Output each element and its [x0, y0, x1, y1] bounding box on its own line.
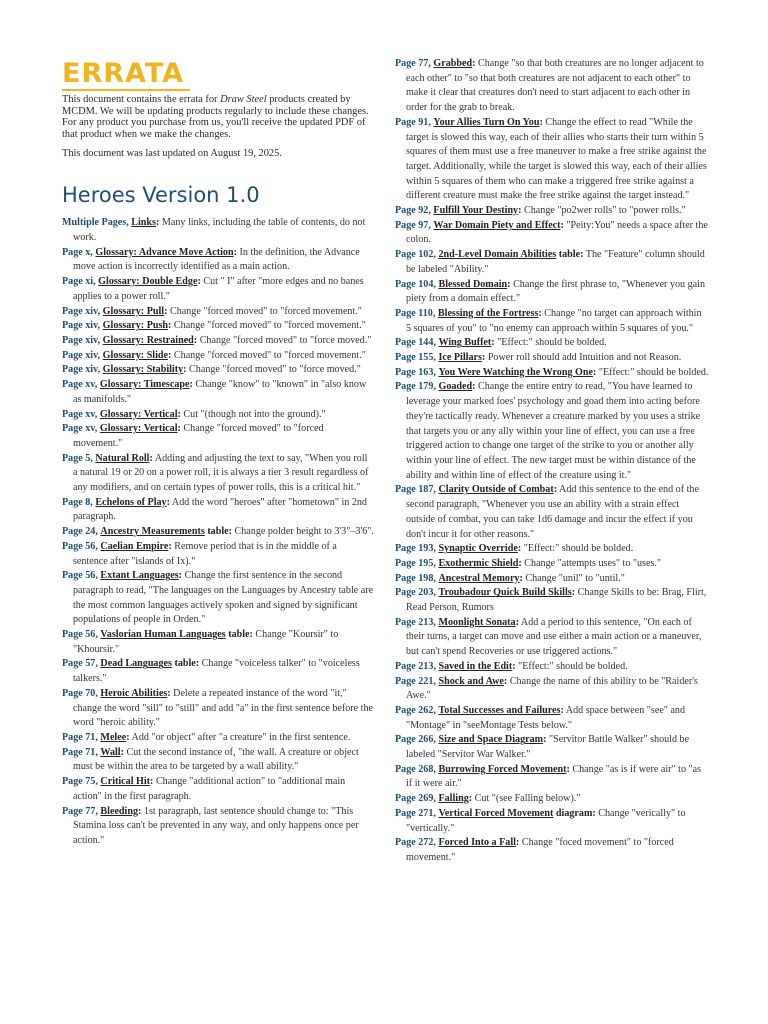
- errata-entry: [395, 483, 709, 542]
- errata-entry: [395, 116, 709, 204]
- entry-description: "Effect:" should be bolded.: [515, 660, 628, 672]
- entry-description: Change "forced moved" to "forced movement.": [167, 305, 362, 317]
- section-title: Heroes Version 1.0: [62, 183, 260, 208]
- left-errata-list: [62, 216, 374, 848]
- entry-reference-suffix: table:: [204, 526, 232, 538]
- errata-entry: [395, 351, 709, 366]
- entry-reference-link[interactable]: Glossary: Slide: [102, 349, 169, 361]
- entry-reference-link[interactable]: Ancestral Memory: [438, 572, 520, 584]
- intro-product: Draw Steel: [220, 94, 267, 105]
- errata-entry: [62, 775, 374, 804]
- entry-description: Change "unil" to "until.": [522, 572, 625, 584]
- entry-page: Page 187,: [395, 484, 436, 496]
- entry-description: 1st paragraph, last sentence should change to: "This Stamina loss can't be prevented in any way, and only happens once per action.": [73, 805, 359, 846]
- errata-entry: [395, 380, 709, 483]
- entry-description: Cut the second instance of, "the wall. A creature or object must be within the area to be targeted by a wall ability.": [73, 746, 359, 773]
- entry-reference-suffix: :: [566, 763, 570, 775]
- entry-description: Change "voiceless talker" to "voiceless talkers.": [73, 658, 360, 685]
- errata-entry: [62, 275, 374, 304]
- entry-page: Page 5,: [62, 452, 93, 464]
- errata-entry: [395, 763, 709, 792]
- entry-reference-suffix: :: [491, 337, 495, 349]
- entry-description: Change "po2wer rolls" to "power rolls.": [521, 205, 686, 217]
- entry-reference-suffix: :: [468, 793, 473, 805]
- errata-entry: [395, 366, 709, 381]
- entry-reference-link[interactable]: Size and Space Diagram: [438, 734, 544, 746]
- errata-entry: [395, 557, 709, 572]
- entry-reference-link[interactable]: Your Allies Turn On You: [433, 116, 540, 128]
- entry-page: Page 163,: [395, 366, 436, 378]
- entry-description: Change "Koursir" to "Khoursir.": [73, 629, 339, 655]
- entry-description: Change "no target can approach within 5 squares of you" to "no enemy can approach within 5 squares of you.": [406, 307, 702, 334]
- entry-description: Add a period to this sentence, "On each of their turns, a target can move and use either a main action or a maneuver, but can't spend Recoveries or use triggered actions.": [406, 616, 702, 658]
- errata-entry: [395, 572, 709, 587]
- errata-entry: [62, 378, 374, 407]
- errata-entry: [395, 836, 709, 865]
- entry-description: Change the effect to read "While the target is slowed this way, each of their allies who starts their turn within 5 squares of them must use a free maneuver to make a free strike against the target. Additionally, while the target is slowed this way, each of their allies within 5 squares of them who can make a triggered free strike against a different creature must make the free strike against the target instead.": [406, 116, 707, 202]
- entry-reference-link[interactable]: Grabbed: [433, 58, 473, 69]
- page-title: ERRATA: [62, 58, 185, 89]
- entry-reference-link[interactable]: War Domain Piety and Effect: [433, 219, 561, 231]
- errata-entry: [395, 807, 709, 836]
- entry-reference-suffix: :: [507, 278, 511, 290]
- entry-reference-link[interactable]: Ancestry Measurements: [100, 526, 205, 538]
- entry-reference-suffix: :: [189, 379, 193, 391]
- entry-reference-link[interactable]: Fulfill Your Destiny: [433, 205, 519, 217]
- entry-page: Page xv,: [62, 379, 98, 391]
- entry-reference-suffix: :: [481, 352, 486, 364]
- entry-description: Remove period that is in the middle of a sentence after "islands of Ix).": [73, 540, 337, 567]
- entry-reference-suffix: :: [197, 276, 201, 288]
- entry-reference-suffix: :: [168, 540, 172, 552]
- intro-after: products created by MCDM. We will be updating products regularly to include these changes. For any product you purchase from us, you'll receive the updated PDF of that product when we make the changes.: [62, 94, 369, 140]
- entry-page: Page 57,: [62, 658, 98, 670]
- entry-reference-suffix: diagram:: [553, 807, 596, 819]
- entry-page: Page 91,: [395, 116, 431, 128]
- errata-entry: [62, 319, 374, 334]
- entry-reference-suffix: :: [167, 687, 171, 699]
- entry-page: Page 24,: [62, 526, 98, 538]
- entry-reference-suffix: :: [515, 837, 520, 849]
- entry-reference-link[interactable]: Bleeding: [100, 805, 138, 817]
- entry-reference-link[interactable]: Total Successes and Failures: [438, 704, 561, 716]
- entry-reference-suffix: :: [503, 675, 508, 687]
- entry-description: Adding and adjusting the text to say, "When you roll a natural 19 or 20 on a power roll, it is always a tier 3 result regardless of any modifiers, and on certain types of power rolls, this is a critical hit.": [73, 452, 369, 494]
- left-column: [62, 60, 374, 849]
- entry-description: Many links, including the table of contents, do not work.: [73, 217, 366, 244]
- entry-page: Page 110,: [395, 307, 436, 319]
- entry-page: Page 262,: [395, 704, 436, 716]
- entry-description: "Effect:" should be bolded.: [596, 366, 709, 378]
- entry-reference-link[interactable]: Glossary: Timescape: [99, 379, 190, 391]
- entry-reference-suffix: :: [472, 58, 476, 69]
- entry-reference-suffix: :: [515, 616, 519, 628]
- entry-description: In the definition, the Advance move action is incorrectly identified as a main action.: [73, 246, 360, 273]
- entry-reference-suffix: :: [519, 572, 523, 584]
- entry-page: Page 97,: [395, 219, 431, 231]
- errata-entry: [62, 731, 374, 746]
- intro-before: This document contains the errata for: [62, 94, 221, 105]
- entry-description: "Peity:You" needs a space after the colon.: [406, 219, 708, 246]
- entry-reference-link[interactable]: Glossary: Pull: [102, 305, 165, 317]
- entry-page: Page 266,: [395, 734, 436, 746]
- entry-page: Page 271,: [395, 807, 436, 819]
- entry-description: Cut "(see Falling below).": [472, 793, 581, 805]
- entry-description: Change "verically" to "vertically.": [406, 807, 686, 834]
- entry-reference-suffix: :: [164, 305, 168, 317]
- entry-description: Change the first phrase to, "Whenever you gain piety from a domain effect.": [406, 278, 705, 305]
- entry-description: Cut " I" after "more edges and no banes applies to a power roll.": [73, 276, 364, 302]
- entry-description: Change "additional action" to "additional main action" in the first paragraph.: [73, 776, 346, 802]
- entry-reference-suffix: :: [120, 746, 124, 758]
- entry-reference-link[interactable]: Glossary: Advance Move Action: [95, 246, 234, 258]
- entry-description: "Servitor Battle Walker" should be labeled "Servitor War Walker.": [406, 734, 690, 761]
- errata-entry: [395, 675, 709, 704]
- entry-page: Page 195,: [395, 557, 436, 569]
- errata-entry: [62, 569, 374, 628]
- entry-reference-link[interactable]: Goaded: [438, 381, 473, 393]
- errata-entry: [62, 657, 374, 686]
- entry-page: Page xiv,: [62, 305, 101, 317]
- errata-entry: [395, 57, 709, 116]
- entry-reference-link[interactable]: Forced Into a Fall: [438, 837, 516, 849]
- entry-reference-suffix: :: [177, 408, 181, 420]
- entry-reference-link[interactable]: Saved in the Edit: [438, 660, 513, 672]
- entry-reference-link[interactable]: Glossary: Vertical: [99, 408, 178, 420]
- entry-reference-suffix: :: [183, 364, 187, 376]
- right-column: [395, 57, 709, 866]
- entry-description: Add the word "heroes" after "hometown" in 2nd paragraph.: [73, 496, 367, 523]
- entry-description: Add this sentence to the end of the second paragraph, "Whenever you use an ability with a strain effect outside of combat, you can take 1d6 damage and incur the effect if you don't incur it for other reasons.": [406, 484, 699, 540]
- errata-entry: [62, 540, 374, 569]
- entry-description: Change the name of this ability to be "Raider's Awe.": [406, 675, 698, 702]
- entry-page: Page xiv,: [62, 364, 101, 376]
- entry-description: Change polder height to 3'3"–3'6".: [232, 526, 374, 538]
- entry-page: Page 203,: [395, 587, 436, 599]
- entry-page: Page x,: [62, 246, 93, 258]
- entry-reference-suffix: :: [543, 734, 547, 746]
- entry-page: Page 77,: [62, 805, 98, 817]
- entry-reference-suffix: table:: [171, 658, 200, 670]
- entry-page: Page 56,: [62, 629, 98, 641]
- entry-reference-suffix: :: [539, 116, 543, 128]
- entry-reference-suffix: :: [177, 423, 181, 435]
- entry-description: Change "forced moved" to "forced movement.": [171, 320, 366, 332]
- entry-description: "Effect:" should be bolded.: [494, 337, 607, 349]
- errata-entry: [395, 336, 709, 351]
- entry-description: Change "forced moved" to "force moved.": [197, 335, 372, 346]
- entry-reference-link[interactable]: Blessed Domain: [438, 278, 508, 290]
- entry-page: Page 269,: [395, 793, 436, 805]
- entry-reference-suffix: :: [560, 704, 564, 716]
- entry-reference-suffix: :: [178, 570, 183, 582]
- errata-entry: [395, 586, 709, 615]
- entry-reference-link[interactable]: Glossary: Double Edge: [98, 276, 198, 288]
- entry-reference-link[interactable]: Moonlight Sonata: [438, 616, 516, 628]
- errata-entry: [395, 616, 709, 660]
- entry-page: Page 213,: [395, 616, 436, 628]
- entry-reference-link[interactable]: Wall: [100, 746, 121, 758]
- entry-description: Change "know" to "known" in "also know as manifolds.": [73, 379, 367, 405]
- entry-reference-suffix: :: [592, 366, 597, 378]
- entry-page: Page 221,: [395, 675, 436, 687]
- errata-entry: [395, 219, 709, 248]
- entry-page: Page 92,: [395, 205, 431, 217]
- entry-description: Change "forced moved" to "forced movement.": [73, 423, 324, 449]
- entry-page: Page 70,: [62, 687, 98, 699]
- entry-page: Page xiv,: [62, 349, 101, 361]
- entry-reference-link[interactable]: You Were Watching the Wrong One: [438, 366, 593, 378]
- entry-reference-link[interactable]: Vertical Forced Movement: [438, 807, 554, 819]
- entry-reference-link[interactable]: Shock and Awe: [438, 675, 504, 687]
- entry-reference-suffix: :: [472, 381, 476, 393]
- errata-entry: [62, 452, 374, 496]
- entry-page: Page 75,: [62, 776, 98, 788]
- errata-entry: [62, 746, 374, 775]
- entry-description: Add "or object" after "a creature" in the first sentence.: [129, 731, 351, 743]
- errata-entry: [62, 805, 374, 849]
- entry-page: Page 272,: [395, 837, 436, 849]
- entry-reference-suffix: :: [512, 660, 516, 672]
- entry-description: Add space between "see" and "Montage" in "seeMontage Tests below.": [406, 704, 686, 731]
- entry-reference-link[interactable]: Dead Languages: [100, 658, 172, 670]
- errata-entry: [395, 660, 709, 675]
- entry-page: Page 193,: [395, 543, 436, 555]
- entry-reference-link[interactable]: Echelons of Play: [95, 496, 167, 508]
- entry-page: Page 77,: [395, 58, 431, 69]
- entry-page: Page xv,: [62, 423, 98, 435]
- entry-description: The "Feature" column should be labeled "Ability.": [406, 249, 705, 275]
- entry-reference-suffix: :: [150, 776, 154, 788]
- entry-page: Page xi,: [62, 276, 96, 288]
- errata-entry: [395, 704, 709, 733]
- entry-reference-link[interactable]: Burrowing Forced Movement: [438, 763, 567, 775]
- errata-entry: [395, 792, 709, 807]
- entry-reference-suffix: table:: [225, 629, 253, 641]
- entry-reference-link[interactable]: Synaptic Override: [438, 543, 518, 555]
- entry-reference-link[interactable]: Falling: [438, 793, 469, 805]
- entry-reference-suffix: :: [538, 307, 542, 319]
- entry-page: Page 144,: [395, 337, 436, 349]
- errata-entry: [62, 349, 374, 364]
- errata-entry: [62, 363, 374, 378]
- entry-reference-link[interactable]: Exothermic Shield: [438, 557, 519, 569]
- entry-reference-link[interactable]: Caelian Empire: [100, 540, 169, 552]
- entry-description: Change the entire entry to read, "You have learned to leverage your marked foes' psychology and goad them into acting before they're tactically ready. Whenever a creature marked by you uses a strike that targets you or any ally within your line of effect, you can use a free triggered action to change one target of the strike to you or another ally within your line of effect. The new target must be within distance of the ability and within line of effect of the creature using it.": [406, 381, 701, 481]
- errata-entry: [395, 278, 709, 307]
- entry-description: Change "foced movement" to "forced movement.": [406, 837, 674, 863]
- entry-reference-link[interactable]: Blessing of the Fortress: [437, 307, 539, 319]
- entry-page: Page 179,: [395, 381, 436, 393]
- entry-reference-suffix: :: [168, 320, 172, 332]
- entry-reference-suffix: :: [553, 484, 558, 496]
- errata-entry: [62, 525, 374, 540]
- errata-entry: [62, 334, 374, 349]
- entry-page: Page xiv,: [62, 335, 101, 346]
- entry-page: Page 71,: [62, 731, 98, 743]
- entry-reference-link[interactable]: Natural Roll: [95, 452, 150, 464]
- entry-reference-suffix: :: [166, 496, 170, 508]
- entry-reference-suffix: :: [193, 335, 198, 346]
- entry-page: Page xiv,: [62, 320, 101, 332]
- entry-description: Cut "(though not into the ground).": [180, 408, 326, 420]
- entry-reference-suffix: :: [168, 349, 172, 361]
- entry-description: Change "attempts uses" to "uses.": [521, 557, 662, 569]
- entry-description: Change "forced moved" to "force moved.": [186, 364, 361, 376]
- entry-page: Page 104,: [395, 278, 436, 290]
- entry-reference-suffix: :: [517, 543, 522, 555]
- entry-reference-suffix: :: [138, 805, 142, 817]
- entry-reference-link[interactable]: Glossary: Push: [102, 320, 169, 332]
- entry-reference-suffix: :: [518, 557, 522, 569]
- entry-reference-suffix: :: [155, 217, 160, 229]
- entry-description: Change "forced moved" to "forced movement.": [171, 349, 366, 361]
- errata-entry: [62, 628, 374, 657]
- entry-reference-link[interactable]: Troubadour Quick Build Skills: [438, 587, 572, 599]
- title-underline: [62, 89, 190, 91]
- last-updated: This document was last updated on August 19, 2025.: [62, 148, 282, 160]
- entry-description: Change "so that both creatures are no longer adjacent to each other" to "so that both creatures are not adjacent to each other" to make it clear that creatures don't need to start adjacent to each other in order for the grab to break.: [406, 58, 704, 114]
- entry-page: Page 56,: [62, 540, 98, 552]
- entry-reference-link[interactable]: Links: [131, 217, 156, 229]
- errata-entry: [62, 408, 374, 423]
- entry-reference-suffix: table:: [556, 249, 584, 261]
- entry-description: Change the first sentence in the second paragraph to read, "The languages on the Languages by Ancestry table are the most common languages actively spoken and signed by significant populations of people in Orden.": [73, 570, 374, 626]
- entry-description: Power roll should add Intuition and not Reason.: [485, 352, 682, 364]
- errata-entry: [62, 216, 374, 245]
- entry-page: Page 155,: [395, 352, 436, 364]
- errata-entry: [62, 496, 374, 525]
- entry-page: Page 8,: [62, 496, 93, 508]
- errata-entry: [395, 204, 709, 219]
- entry-reference-suffix: :: [518, 205, 522, 217]
- entry-reference-link[interactable]: Clarity Outside of Combat: [438, 484, 554, 496]
- errata-entry: [395, 542, 709, 557]
- entry-reference-link[interactable]: Heroic Abilities: [100, 687, 168, 699]
- entry-page: Page 268,: [395, 763, 436, 775]
- errata-entry: [395, 733, 709, 762]
- entry-reference-link[interactable]: Glossary: Restrained: [102, 335, 194, 346]
- entry-reference-suffix: :: [560, 219, 564, 231]
- entry-page: Page 198,: [395, 572, 436, 584]
- entry-reference-suffix: :: [149, 452, 153, 464]
- entry-page: Page xv,: [62, 408, 98, 420]
- entry-page: Page 71,: [62, 746, 98, 758]
- errata-entry: [395, 248, 709, 277]
- entry-page: Page 213,: [395, 660, 436, 672]
- errata-entry: [395, 307, 709, 336]
- entry-page: Page 56,: [62, 570, 98, 582]
- entry-reference-link[interactable]: Glossary: Vertical: [99, 423, 178, 435]
- errata-entry: [62, 305, 374, 320]
- entry-description: "Effect:" should be bolded.: [521, 543, 634, 555]
- entry-reference-link[interactable]: Glossary: Stability: [102, 364, 184, 376]
- entry-reference-link[interactable]: Melee: [100, 731, 127, 743]
- right-errata-list: [395, 57, 709, 866]
- entry-reference-suffix: :: [571, 587, 576, 599]
- entry-description: Delete a repeated instance of the word "it," change the word "sill" to "still" and add "a" in the first sentence before the word "heroic ability.": [73, 687, 373, 729]
- entry-reference-link[interactable]: Extant Languages: [100, 570, 179, 582]
- entry-reference-link[interactable]: 2nd-Level Domain Abilities: [438, 249, 557, 261]
- entry-reference-suffix: :: [126, 731, 130, 743]
- entry-description: Change "as is if were air" to "as if it were air.": [406, 763, 702, 790]
- entry-reference-link[interactable]: Vaslorian Human Languages: [100, 629, 226, 641]
- entry-reference-suffix: :: [233, 246, 237, 258]
- entry-reference-link[interactable]: Wing Buffet: [438, 337, 492, 349]
- entry-reference-link[interactable]: Ice Pillars: [438, 352, 482, 364]
- entry-reference-link[interactable]: Critical Hit: [100, 776, 151, 788]
- errata-entry: [62, 687, 374, 731]
- intro-paragraph: [62, 94, 374, 140]
- errata-entry: [62, 246, 374, 275]
- entry-page: Page 102,: [395, 249, 436, 261]
- entry-description: Change Skills to be: Brag, Flirt, Read Person, Rumors: [406, 587, 707, 614]
- errata-entry: [62, 422, 374, 451]
- entry-page: Multiple Pages,: [62, 217, 129, 229]
